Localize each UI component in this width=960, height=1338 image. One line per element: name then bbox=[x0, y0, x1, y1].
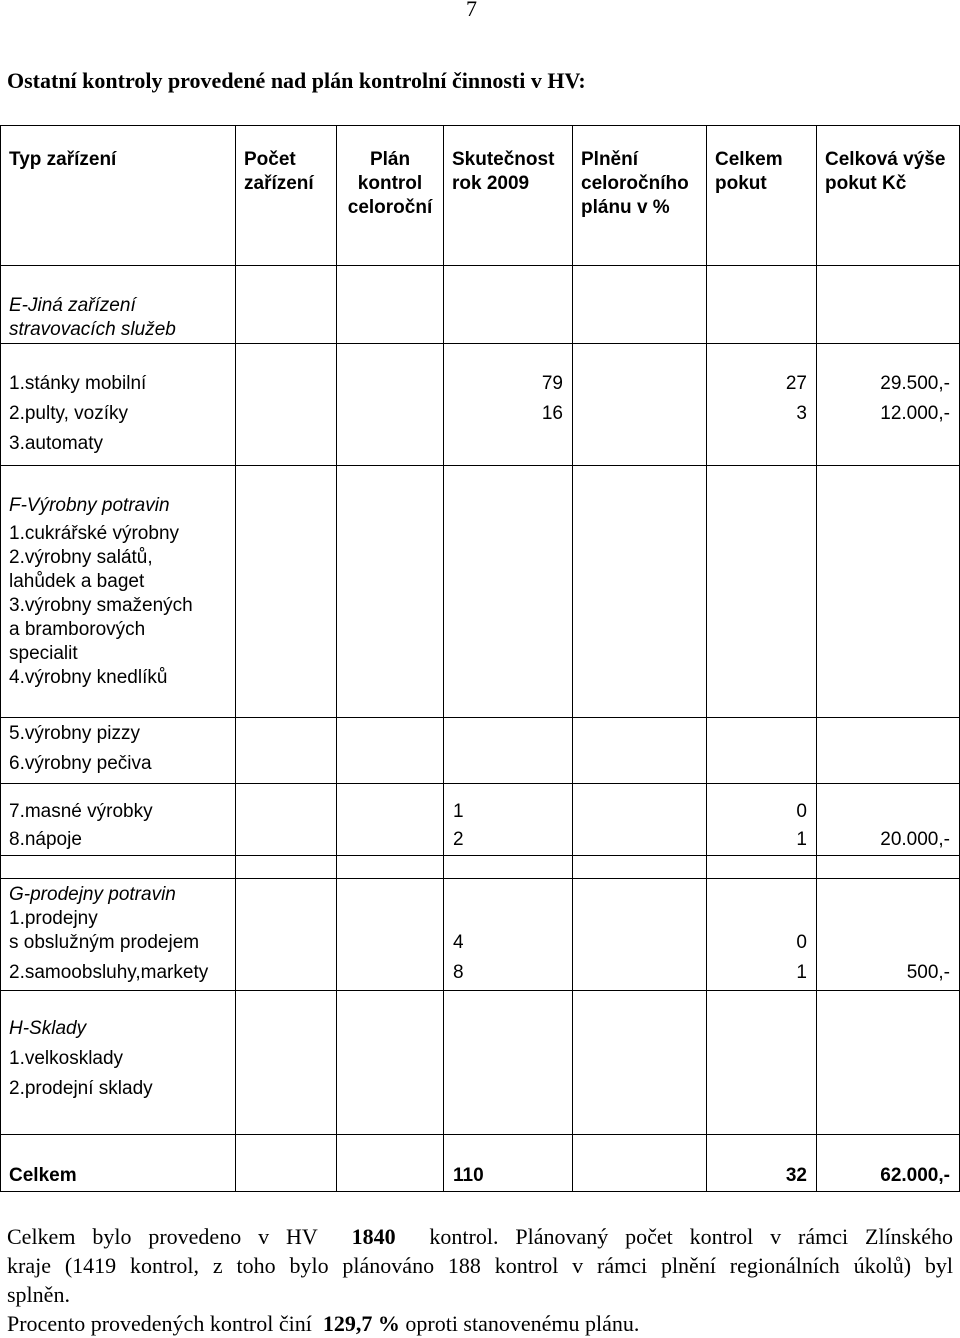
summary-line-3: splněn. bbox=[7, 1282, 70, 1307]
group-e-fines: 27 3 bbox=[707, 344, 817, 466]
group-f-fines: 0 1 bbox=[707, 784, 817, 856]
header-fulfillment: Plnění celoročního plánu v % bbox=[573, 126, 707, 266]
header-count: Počet zařízení bbox=[236, 126, 337, 266]
group-g-fines: 0 1 bbox=[707, 879, 817, 991]
total-fines: 32 bbox=[707, 1135, 817, 1192]
group-f-labels: F-Výrobny potravin 1.cukrářské výrobny 2.výrobny salátů, lahůdek a baget 3.výrobny smažených a bramborových specialit 4.výrobny knedlíků bbox=[1, 466, 236, 718]
group-f-labels-2: 5.výrobny pizzy 6.výrobny pečiva bbox=[1, 718, 236, 784]
group-g-actual: 4 8 bbox=[444, 879, 573, 991]
total-row bbox=[1, 1135, 960, 1192]
total-amount: 62.000,- bbox=[817, 1135, 960, 1192]
group-f-actual: 1 2 bbox=[444, 784, 573, 856]
group-f-amount: 20.000,- bbox=[817, 784, 960, 856]
table-row bbox=[1, 991, 960, 1135]
page-title: Ostatní kontroly provedené nad plán kontrolní činnosti v HV: bbox=[7, 68, 586, 93]
table-row bbox=[1, 344, 960, 466]
group-e-actual: 79 16 bbox=[444, 344, 573, 466]
header-fines: Celkem pokut bbox=[707, 126, 817, 266]
table-header-row bbox=[1, 126, 960, 266]
inspection-table bbox=[0, 125, 960, 1192]
group-h-labels: H-Sklady 1.velkosklady 2.prodejní sklady bbox=[1, 991, 236, 1135]
table-row bbox=[1, 266, 960, 344]
table-row bbox=[1, 466, 960, 718]
total-actual: 110 bbox=[444, 1135, 573, 1192]
group-title-e: E-Jiná zařízení stravovacích služeb bbox=[1, 266, 236, 344]
page-number: 7 bbox=[466, 0, 477, 21]
table-row bbox=[1, 718, 960, 784]
summary-line-4: Procento provedených kontrol činí 129,7 % oproti stanovenému plánu. bbox=[7, 1311, 640, 1336]
table-row bbox=[1, 856, 960, 879]
header-type: Typ zařízení bbox=[1, 126, 236, 266]
total-label: Celkem bbox=[1, 1135, 236, 1192]
table-row bbox=[1, 784, 960, 856]
summary-line-1: Celkem bylo provedeno v HV 1840 kontrol. Plánovaný počet kontrol v rámci Zlínského bbox=[7, 1224, 954, 1249]
group-g-labels: G-prodejny potravin 1.prodejny s obslužným prodejem 2.samoobsluhy,markety bbox=[1, 879, 236, 991]
summary-text bbox=[7, 1222, 953, 1338]
group-f-labels-3: 7.masné výrobky 8.nápoje bbox=[1, 784, 236, 856]
table-row bbox=[1, 879, 960, 991]
header-actual: Skutečnost rok 2009 bbox=[444, 126, 573, 266]
header-amount: Celková výše pokut Kč bbox=[817, 126, 960, 266]
group-g-amount: 500,- bbox=[817, 879, 960, 991]
header-plan: Plán kontrol celoroční bbox=[337, 126, 444, 266]
summary-line-2: kraje (1419 kontrol, z toho bylo plánováno 188 kontrol v rámci plnění regionálních úkolů) byl bbox=[7, 1253, 953, 1278]
group-e-labels: 1.stánky mobilní 2.pulty, vozíky 3.automaty bbox=[1, 344, 236, 466]
group-e-amount: 29.500,- 12.000,- bbox=[817, 344, 960, 466]
